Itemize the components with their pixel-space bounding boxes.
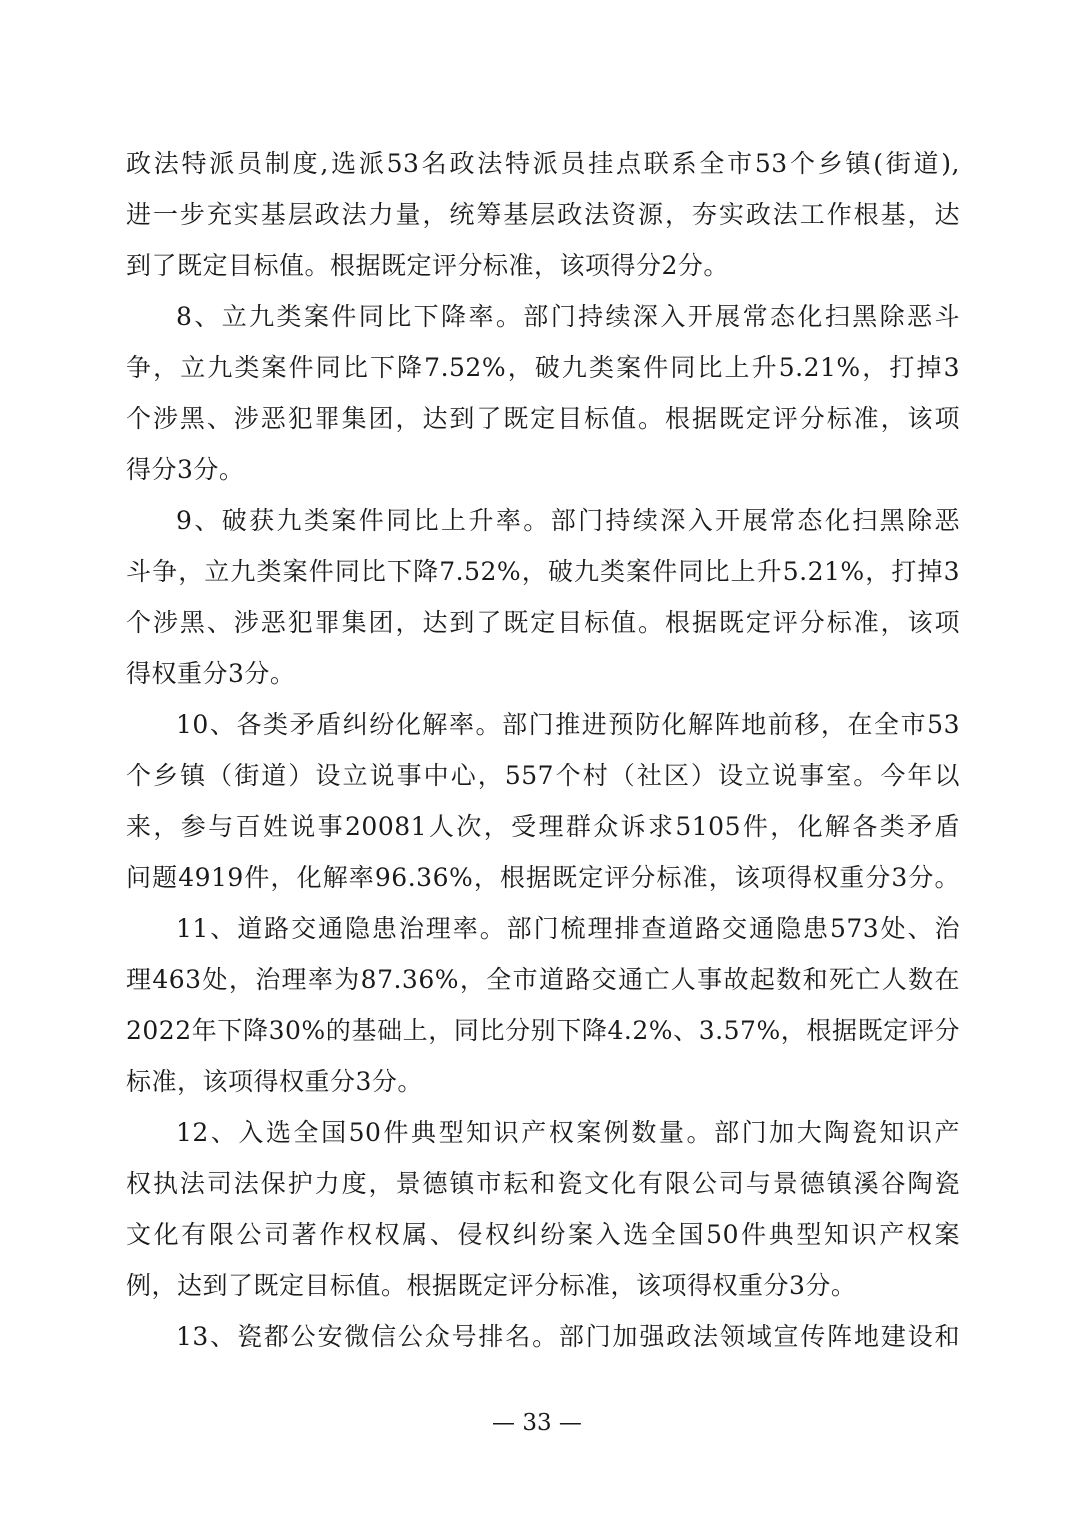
text-line: 例，达到了既定目标值。根据既定评分标准，该项得权重分3分。 xyxy=(126,1271,857,1300)
paragraph-12 xyxy=(126,1107,960,1311)
paragraph-8 xyxy=(126,291,960,495)
text-line: 个涉黑、涉恶犯罪集团，达到了既定目标值。根据既定评分标准，该项 xyxy=(126,608,960,637)
text-line: 文化有限公司著作权权属、侵权纠纷案入选全国50件典型知识产权案 xyxy=(126,1220,960,1249)
paragraph-9 xyxy=(126,495,960,699)
paragraph-11 xyxy=(126,903,960,1107)
text-line: 个涉黑、涉恶犯罪集团，达到了既定目标值。根据既定评分标准，该项 xyxy=(126,404,960,433)
text-line: 12、入选全国50件典型知识产权案例数量。部门加大陶瓷知识产 xyxy=(176,1118,960,1147)
text-line: 理463处，治理率为87.36%，全市道路交通亡人事故起数和死亡人数在 xyxy=(126,965,960,994)
page-number: — 33 — xyxy=(492,1410,582,1436)
text-line: 得权重分3分。 xyxy=(126,659,296,688)
document-body xyxy=(126,138,960,1362)
text-line: 权执法司法保护力度，景德镇市耘和瓷文化有限公司与景德镇溪谷陶瓷 xyxy=(126,1169,960,1198)
text-line: 来，参与百姓说事20081人次，受理群众诉求5105件，化解各类矛盾 xyxy=(126,812,960,841)
text-line: 9、破获九类案件同比上升率。部门持续深入开展常态化扫黑除恶 xyxy=(176,506,960,535)
text-line: 10、各类矛盾纠纷化解率。部门推进预防化解阵地前移，在全市53 xyxy=(176,710,960,739)
text-line: 得分3分。 xyxy=(126,455,245,484)
text-line: 到了既定目标值。根据既定评分标准，该项得分2分。 xyxy=(126,251,729,280)
paragraph-10 xyxy=(126,699,960,903)
paragraph-7-continued xyxy=(126,138,960,291)
text-line: 问题4919件，化解率96.36%，根据既定评分标准，该项得权重分3分。 xyxy=(126,863,960,892)
text-line: 争，立九类案件同比下降7.52%，破九类案件同比上升5.21%，打掉3 xyxy=(126,353,960,382)
text-line: 斗争，立九类案件同比下降7.52%，破九类案件同比上升5.21%，打掉3 xyxy=(126,557,960,586)
text-line: 11、道路交通隐患治理率。部门梳理排查道路交通隐患573处、治 xyxy=(176,914,960,943)
paragraph-13 xyxy=(126,1311,960,1362)
text-line: 2022年下降30%的基础上，同比分别下降4.2%、3.57%，根据既定评分 xyxy=(126,1016,960,1045)
text-line: 个乡镇（街道）设立说事中心，557个村（社区）设立说事室。今年以 xyxy=(126,761,960,790)
text-line: 13、瓷都公安微信公众号排名。部门加强政法领域宣传阵地建设和 xyxy=(176,1322,960,1351)
text-line: 政法特派员制度,选派53名政法特派员挂点联系全市53个乡镇(街道), xyxy=(126,149,960,178)
text-line: 进一步充实基层政法力量，统筹基层政法资源，夯实政法工作根基，达 xyxy=(126,200,960,229)
text-line: 标准，该项得权重分3分。 xyxy=(126,1067,423,1096)
text-line: 8、立九类案件同比下降率。部门持续深入开展常态化扫黑除恶斗 xyxy=(176,302,960,331)
